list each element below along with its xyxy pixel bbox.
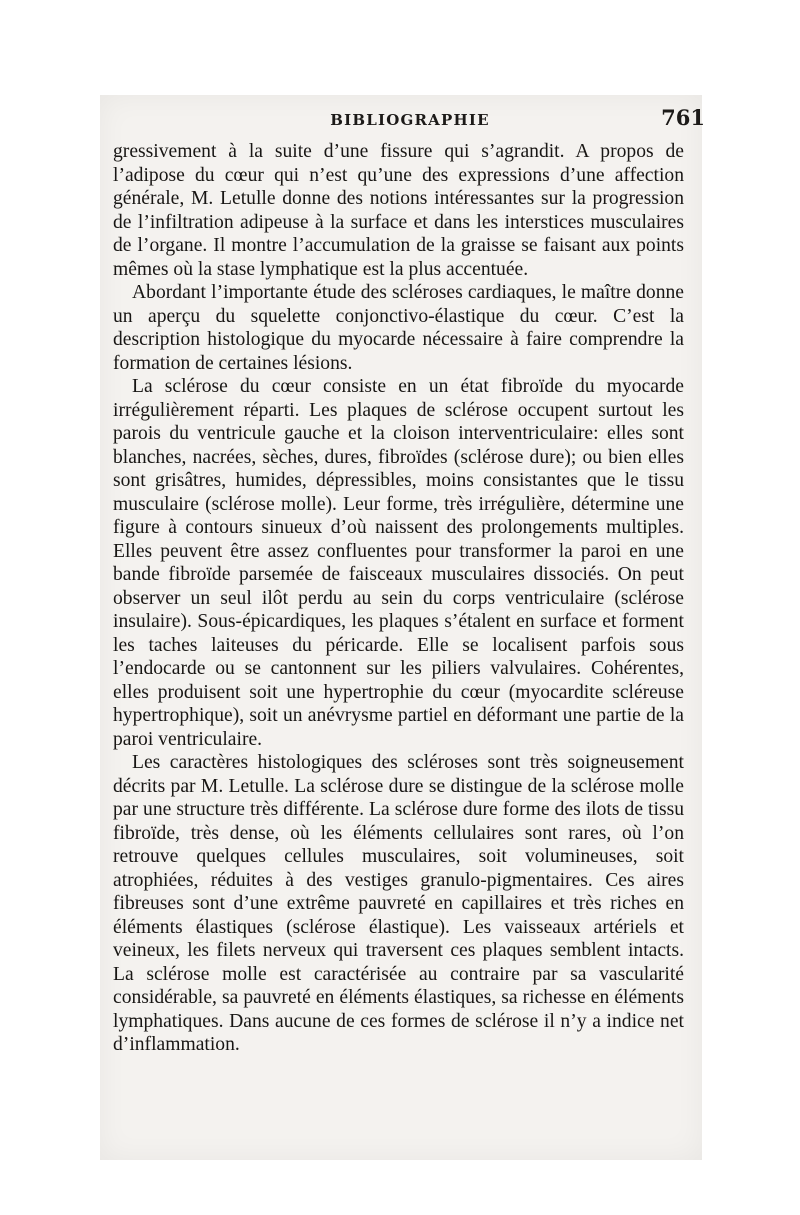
paragraph-sclerosis-description: La sclérose du cœur consiste en un état fibroïde du myocarde irrégulièrement réparti. Les plaques de sclérose occupent surtout les parois du ventricule gauche et la cloison interventriculaire: elles sont blanches, nacrées, sèches, dures, fibroïdes (sclérose dure); ou bien elles sont grisâtres, humides, dépressibles, moins consistantes que le tissu musculaire (sclérose molle). Leur forme, très irrégulière, détermine une figure à contours sinueux d’où naissent des prolongements multiples. Elles peuvent être assez confluentes pour transformer la paroi en une bande fibroïde parsemée de faisceaux musculaires dissociés. On peut observer un seul ilôt perdu au sein du corps ventriculaire (sclérose insulaire). Sous-épicardiques, les plaques s’étalent en surface et forment les taches laiteuses du péricarde. Elle se localisent parfois sous l’endocarde ou se cantonnent sur les piliers valvulaires. Cohérentes, elles produisent soit une hypertrophie du cœur (myocardite scléreuse hypertrophique), soit un anévrysme partiel en déformant une partie de la paroi ventriculaire. xyxy=(113,376,684,750)
paragraph-histology: Les caractères histologiques des scléroses sont très soigneusement décrits par M. Letulle. La sclérose dure se distingue de la sclérose molle par une structure très différente. La sclérose dure forme des ilots de tissu fibroïde, très dense, où les éléments cellulaires sont rares, où l’on retrouve quelques cellules musculaires, soit volumineuses, soit atrophiées, réduites à des vestiges granulo-pigmentaires. Ces aires fibreuses sont d’une extrême pauvreté en capillaires et très riches en éléments élastiques (sclérose élastique). Les vaisseaux artériels et veineux, les filets nerveux qui traversent ces plaques semblent intacts. La sclérose molle est caractérisée au contraire par sa vascularité considérable, sa pauvreté en éléments élastiques, sa richesse en éléments lymphatiques. Dans aucune de ces formes de sclérose il n’y a indice net d’inflammation. xyxy=(113,752,684,1055)
body-text xyxy=(113,140,684,1057)
running-title: BIBLIOGRAPHIE xyxy=(330,111,490,129)
paragraph-continuation: gressivement à la suite d’une fissure qui s’agrandit. A propos de l’adipose du cœur qui n’est qu’une des expressions d’une affection générale, M. Letulle donne des notions intéressantes sur la progression de l’infiltration adipeuse à la surface et dans les interstices musculaires de l’organe. Il montre l’accumulation de la graisse se faisant aux points mêmes où la stase lymphatique est la plus accentuée. xyxy=(113,141,684,280)
page-number: 761 xyxy=(661,105,705,130)
running-header xyxy=(113,105,707,135)
paragraph-cardiac-scleroses: Abordant l’importante étude des scléroses cardiaques, le maître donne un aperçu du squelette conjonctivo-élastique du cœur. C’est la description histologique du myocarde nécessaire à faire comprendre la formation de certaines lésions. xyxy=(113,282,684,374)
